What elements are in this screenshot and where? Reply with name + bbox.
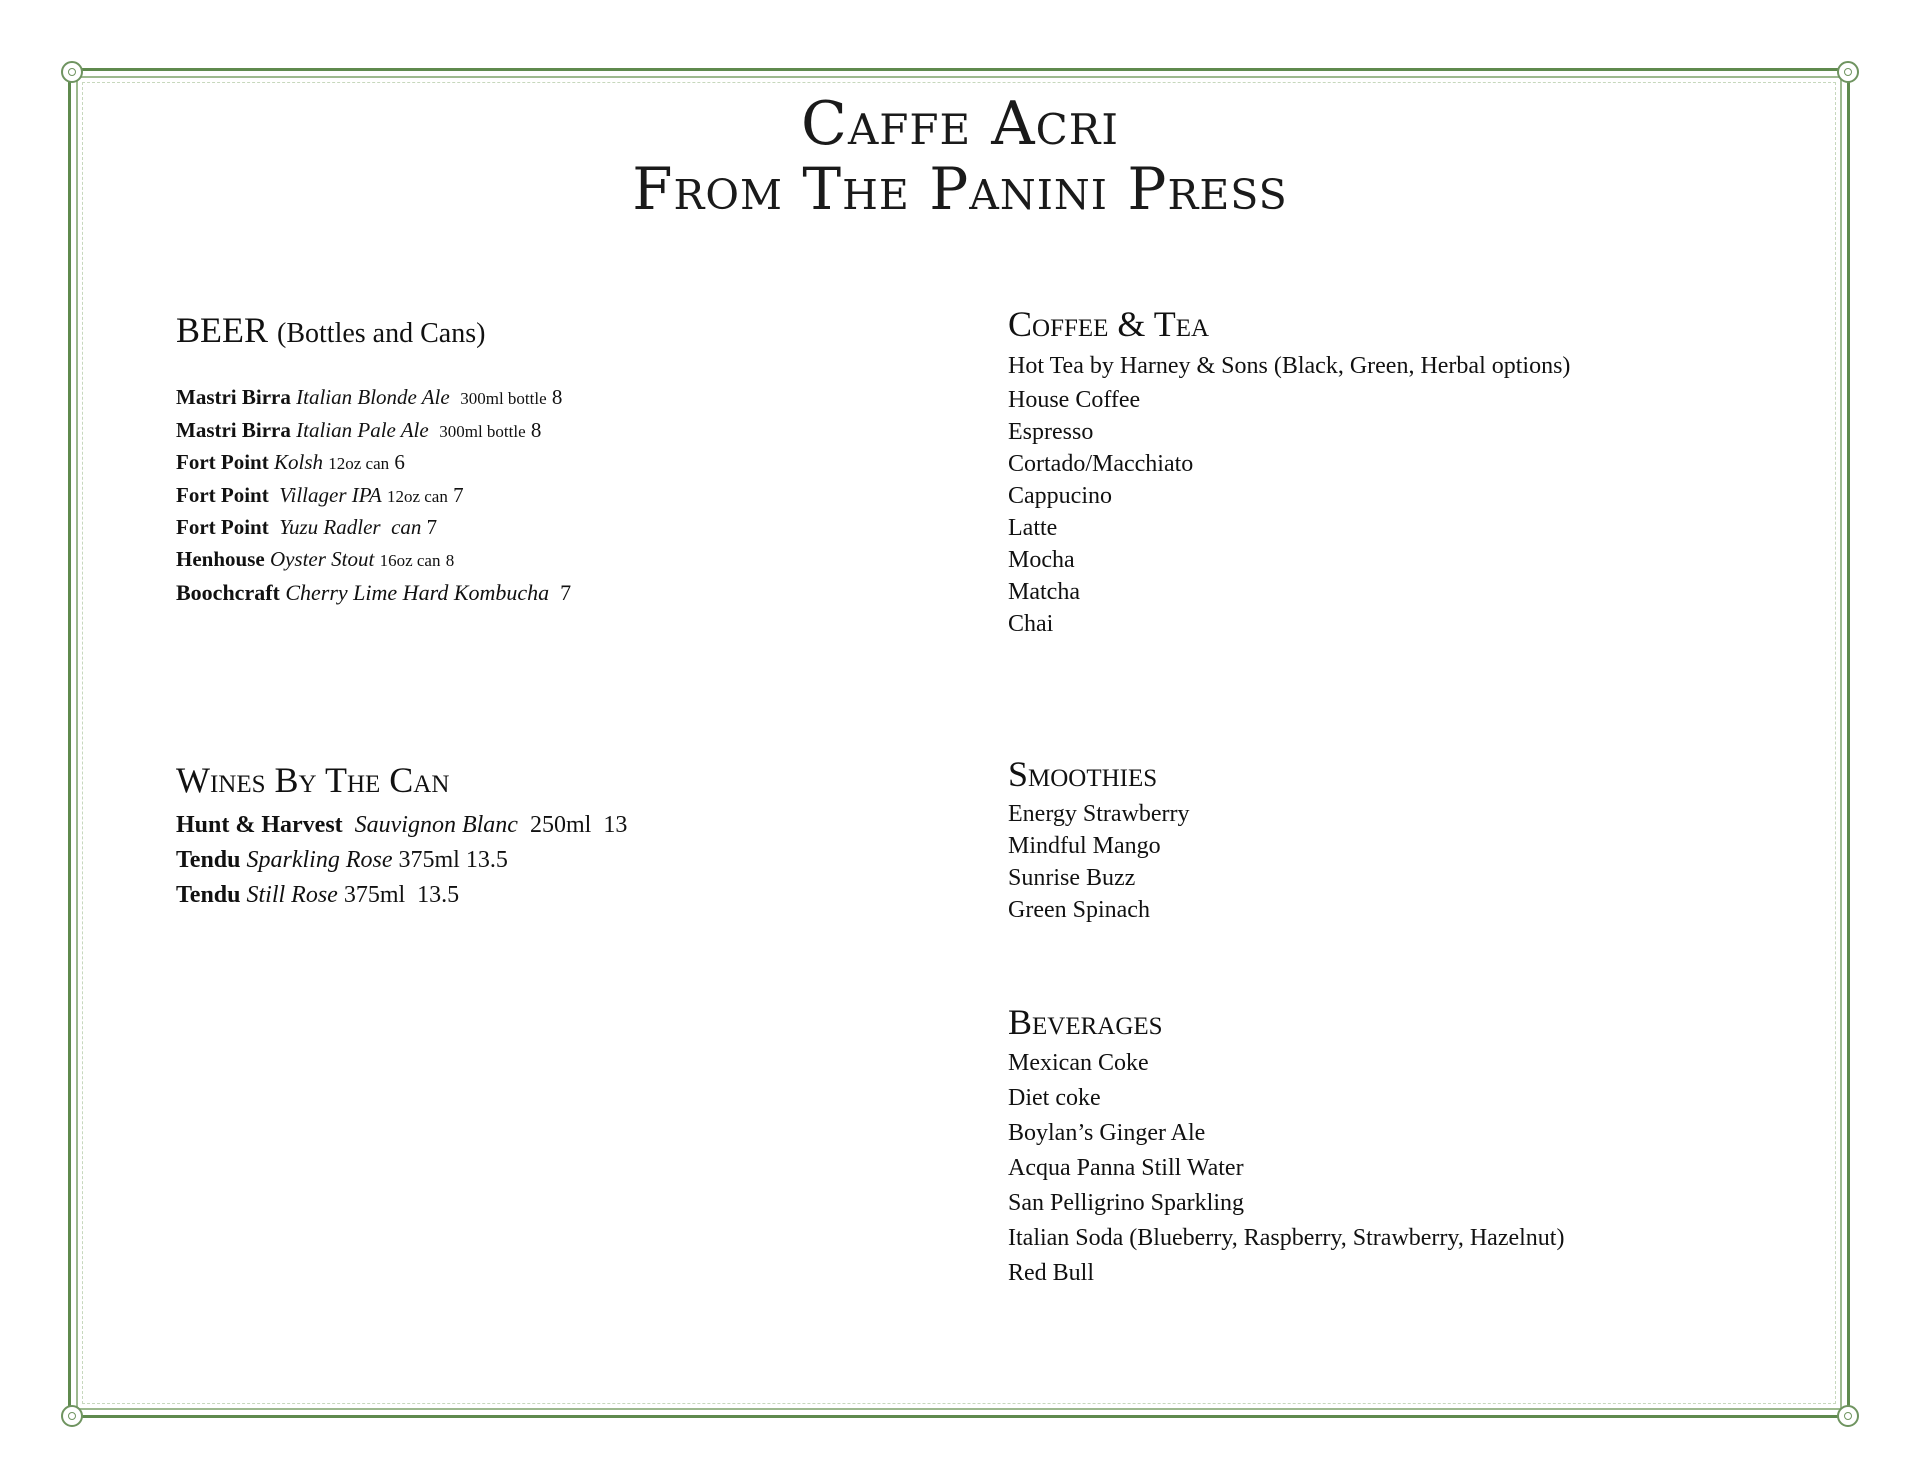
beer-heading-subtitle: (Bottles and Cans) [277, 318, 486, 349]
beer-size: 12oz can [328, 454, 390, 473]
list-item: Diet coke [1008, 1085, 1101, 1111]
coffee-tea-heading: Coffee & Tea [1008, 304, 1210, 344]
beer-style: Villager IPA [279, 482, 382, 507]
wine-brand: Hunt & Harvest [176, 812, 343, 838]
beer-style: Yuzu Radler [279, 515, 381, 539]
beer-brand: Boochcraft [176, 580, 280, 605]
list-item: Cortado/Macchiato [1008, 451, 1194, 477]
smoothies-heading: Smoothies [1008, 754, 1158, 794]
beer-price: 8 [530, 417, 542, 442]
list-item [176, 415, 571, 448]
beer-heading [176, 308, 571, 356]
list-item [176, 843, 627, 878]
list-item: Boylan’s Ginger Ale [1008, 1120, 1206, 1146]
beer-style: Italian Blonde Ale [296, 385, 450, 409]
coffee-tea-list [1008, 348, 1570, 640]
beer-brand: Fort Point [176, 482, 269, 507]
beer-style: Cherry Lime Hard Kombucha [285, 580, 550, 605]
corner-ornament-icon [1837, 61, 1859, 83]
beverages-section [1008, 998, 1564, 1291]
beer-price: 7 [560, 580, 572, 605]
list-item: Energy Strawberry [1008, 801, 1190, 827]
wine-brand: Tendu [176, 847, 241, 873]
list-item: Mindful Mango [1008, 833, 1161, 859]
beer-brand: Mastri Birra [176, 385, 291, 409]
wine-price: 13.5 [465, 847, 508, 873]
beer-price: 7 [426, 515, 438, 539]
beverages-heading: Beverages [1008, 1002, 1163, 1042]
beer-price: 8 [551, 385, 563, 409]
list-item: Chai [1008, 611, 1054, 637]
beer-style: Italian Pale Ale [296, 417, 429, 442]
beer-heading-title: BEER [176, 310, 269, 350]
list-item: Green Spinach [1008, 897, 1150, 923]
beer-brand: Henhouse [176, 546, 265, 571]
coffee-tea-section [1008, 302, 1570, 640]
list-item [176, 480, 571, 513]
beer-brand: Mastri Birra [176, 417, 291, 442]
list-item: House Coffee [1008, 387, 1141, 413]
wine-style: Sauvignon Blanc [354, 812, 518, 838]
list-item: Hot Tea by Harney & Sons (Black, Green, Herbal options) [1008, 353, 1571, 379]
smoothies-list [1008, 798, 1190, 926]
list-item [176, 878, 627, 913]
wine-size: 375ml [343, 882, 406, 908]
beer-size: 300ml bottle [460, 389, 547, 408]
beer-style: Kolsh [273, 450, 323, 474]
wine-brand: Tendu [176, 882, 241, 908]
wine-size: 250ml [529, 812, 592, 838]
page-subtitle: From The Panini Press [632, 155, 1288, 223]
list-item [176, 382, 571, 415]
beer-price: 8 [445, 550, 455, 570]
list-item: Latte [1008, 515, 1058, 541]
list-item: San Pelligrino Sparkling [1008, 1190, 1244, 1216]
list-item: Sunrise Buzz [1008, 865, 1136, 891]
beer-size: can [391, 515, 422, 539]
beer-style: Oyster Stout [269, 546, 375, 571]
corner-ornament-icon [61, 1405, 83, 1427]
list-item [176, 576, 571, 610]
list-item: Mocha [1008, 547, 1075, 573]
list-item: Cappucino [1008, 483, 1112, 509]
wine-style: Still Rose [246, 882, 338, 908]
beverages-list [1008, 1046, 1564, 1291]
wine-size: 375ml [398, 847, 460, 873]
list-item: Espresso [1008, 419, 1094, 445]
corner-ornament-icon [61, 61, 83, 83]
beer-price: 7 [453, 482, 464, 507]
wine-price: 13.5 [417, 882, 460, 908]
list-item [176, 544, 571, 577]
wine-list [176, 808, 627, 913]
beer-size: 16oz can [379, 550, 441, 570]
beer-size: 300ml bottle [439, 421, 526, 441]
wine-price: 13 [603, 812, 628, 838]
smoothies-section [1008, 750, 1190, 926]
page-title: Caffe Acri [801, 89, 1119, 159]
list-item: Matcha [1008, 579, 1080, 605]
list-item [176, 512, 571, 544]
list-item: Red Bull [1008, 1260, 1095, 1286]
list-item: Mexican Coke [1008, 1050, 1149, 1076]
beer-brand: Fort Point [176, 515, 269, 539]
list-item [176, 808, 627, 843]
wine-style: Sparkling Rose [246, 847, 393, 873]
list-item: Italian Soda (Blueberry, Raspberry, Strawberry, Hazelnut) [1008, 1225, 1565, 1251]
beer-price: 6 [394, 450, 405, 474]
wines-section [176, 756, 627, 913]
list-item: Acqua Panna Still Water [1008, 1155, 1244, 1181]
wines-heading: Wines By The Can [176, 760, 450, 800]
beer-brand: Fort Point [176, 450, 269, 474]
list-item [176, 447, 571, 480]
beer-list [176, 382, 571, 610]
beer-section [176, 308, 571, 626]
page-border-dashed [82, 82, 1836, 1404]
corner-ornament-icon [1837, 1405, 1859, 1427]
beer-size: 12oz can [386, 486, 448, 506]
